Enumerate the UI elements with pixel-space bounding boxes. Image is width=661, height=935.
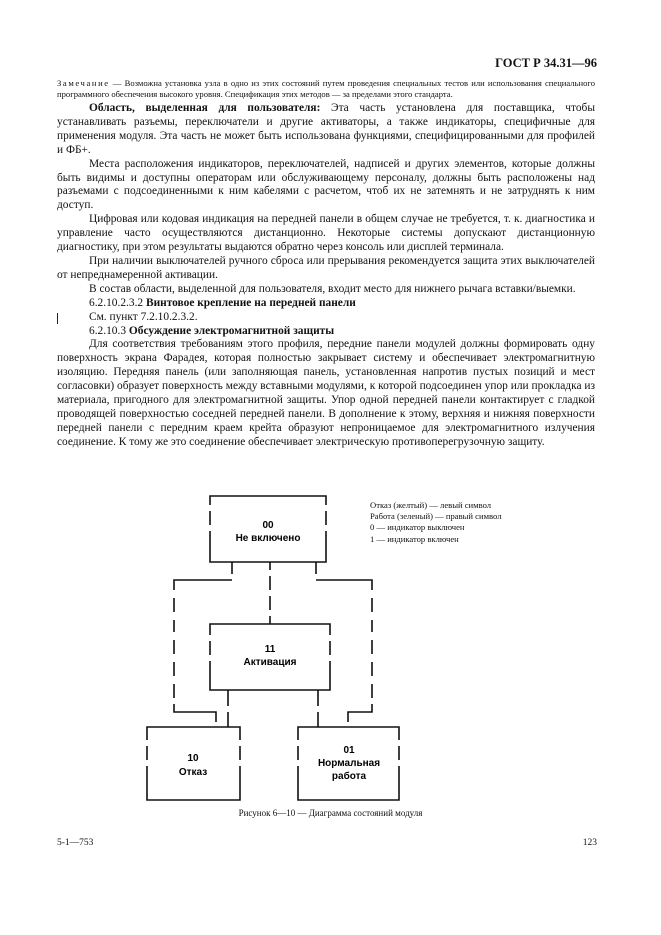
figure-caption: Рисунок 6—10 — Диаграмма состояний модуля — [238, 808, 423, 818]
state-01-name-line2: работа — [331, 771, 367, 782]
state-10-code: 10 — [187, 753, 199, 764]
box-11-top — [210, 624, 330, 635]
paragraph-lever: В состав области, выделенной для пользователя, входит место для нижнего рычага вставки/выемки. — [89, 282, 576, 295]
section-number: 6.2.10.2.3.2 — [89, 296, 144, 309]
diagram-legend — [370, 500, 501, 545]
section-title: Обсуждение электромагнитной защиты — [128, 324, 335, 337]
page-number: 123 — [582, 838, 597, 848]
paragraph-indicators: Места расположения индикаторов, переключателей, надписей и других элементов, которые должны быть видимы и доступны операторам или обслуживающему персоналу, должны быть расположены над разъемами с подсоединенными к ним кабелями с расчетом, чтоб их не затемнять и не затруднять к ним доступ. — [57, 157, 595, 212]
state-10-name: Отказ — [178, 767, 208, 778]
paragraph-text: Эта часть установлена для поставщика, чтобы устанавливать разъемы, переключатели и другие активаторы, а также индикаторы, специфичные для применения модуля. Эта часть не может быть использована функциями, специфицированными для профилей и ФБ+. — [57, 102, 596, 156]
reference-text: См. пункт 7.2.10.2.3.2. — [89, 310, 198, 323]
legend-item: 1 — индикатор включен — [370, 533, 459, 544]
connector — [174, 580, 232, 590]
box-00-top — [210, 496, 326, 505]
state-01-name: Нормальная — [317, 758, 381, 769]
box-01-top — [298, 727, 399, 740]
legend-item: Работа (зеленый) — правый символ — [370, 511, 502, 522]
connector — [174, 704, 216, 722]
note-lead: Замечание — [57, 78, 110, 88]
state-11-code: 11 — [264, 644, 276, 655]
paragraph-emc: Для соответствия требованиям этого профиля, передние панели модулей должны формировать одну поверхность экрана Фарадея, которая полностью закрывает систему и обеспечивает электромагнитную изоляцию. Передняя панель (или заполняющая панель, установленная напротив пустых позиций и мест согласовки) образует поверхность между вставными модулями, к которой подсоединен упор или прокладка из материала, пригодного для электромагнитной защиты. Упор одной передней панели контактирует с гладкой проводящей поверхностью соседней передней панели. В дополнение к этому, верхняя и нижняя поверхности передней панели с передним краем крейта образуют непроницаемое для электромагнитного излучения соединение. К тому же это соединение обеспечивает электрическую противоперегрузочную защиту. — [57, 338, 595, 448]
box-10-top — [147, 727, 240, 740]
connector — [348, 704, 372, 722]
legend-item: Отказ (желтый) — левый символ — [370, 500, 492, 510]
paragraph-reset-switches: При наличии выключателей ручного сброса или прерывания рекомендуется защита этих выключателей от непреднамеренной активации. — [57, 254, 595, 281]
footer-code: 5-1—753 — [57, 838, 94, 848]
section-number: 6.2.10.3 — [89, 324, 127, 337]
paragraph-digital-indication: Цифровая или кодовая индикация на передней панели в общем случае не требуется, т. к. диагностика и управление часто осуществляются дистанционно. Некоторые системы допускают дистанционную диагностику, при этом результаты выдаются обратно через консоль или дисплей терминала. — [57, 213, 595, 254]
state-01-code: 01 — [343, 745, 355, 756]
state-00-code: 00 — [262, 520, 274, 531]
state-11-name: Активация — [243, 657, 297, 668]
paragraph-bold-lead: Область, выделенная для пользователя: — [89, 102, 321, 114]
note-text: — Возможна установка узла в одно из этих состояний путем проведения специальных тестов или использования специального программного обеспечения высокого уровня. Спецификация этих методов — за пределами этого стандарта. — [57, 78, 595, 99]
legend-item: 0 — индикатор выключен — [370, 522, 465, 533]
connector — [316, 580, 372, 590]
section-title: Винтовое крепление на передней панели — [145, 296, 356, 309]
state-00-name: Не включено — [235, 533, 301, 544]
standard-header: ГОСТ Р 34.31—96 — [495, 56, 597, 70]
